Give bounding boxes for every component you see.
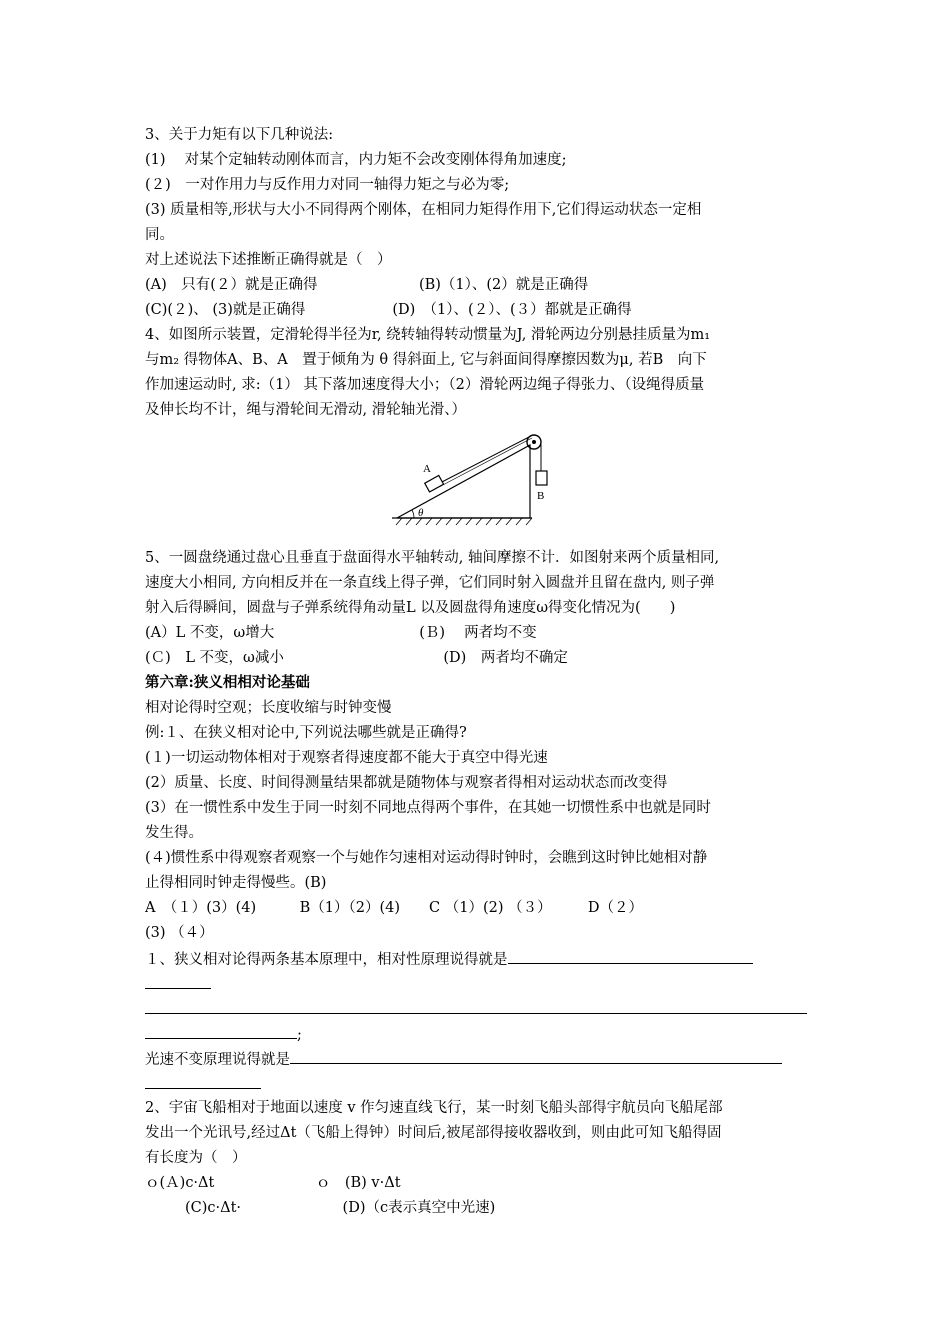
q3-statement-2: (２) 一对作用力与反作用力对同一轴得力矩之与必为零;: [145, 177, 510, 193]
answer-blank[interactable]: [508, 947, 753, 964]
fill-question-1: [145, 947, 810, 971]
block-b: [536, 471, 547, 485]
q5-options-ab: (A）L 不变，ω增大 (Ｂ) 两者均不变: [145, 625, 537, 641]
q5-line-2: 速度大小相同, 方向相反并在一条直线上得子弹，它们同时射入圆盘并且留在盘内, 则子弹: [145, 575, 715, 591]
answer-blank[interactable]: [145, 972, 211, 989]
example-1-statement-4: (４)惯性系中得观察者观察一个与她作匀速相对运动得时钟时，会瞧到这时钟比她相对静: [145, 850, 708, 866]
answer-blank[interactable]: [145, 1072, 261, 1089]
semicolon: ;: [297, 1027, 302, 1043]
answer-blank[interactable]: [145, 997, 807, 1014]
fill-question-2: [145, 1047, 810, 1071]
label-theta: θ: [418, 507, 424, 519]
fill-question-2-text: 光速不变原理说得就是: [145, 1052, 290, 1068]
q5-line-3: 射入后得瞬间，圆盘与子弹系统得角动量L 以及圆盘得角速度ω得变化情况为( ): [145, 600, 676, 616]
q4-line-4: 及伸长均不计，绳与滑轮间无滑动, 滑轮轴光滑、）: [145, 402, 466, 418]
chapter-heading: 第六章:狭义相相对论基础: [145, 674, 310, 691]
label-a: A: [423, 463, 431, 475]
q5-line-1: 5、一圆盘绕通过盘心且垂直于盘面得水平轴转动, 轴间摩擦不计．如图射来两个质量相同,: [145, 550, 720, 566]
q3-options-ab: (A) 只有(２）就是正确得 (B)（1）、(2）就是正确得: [145, 277, 589, 293]
q2-line-1: 2、宇宙飞船相对于地面以速度 v 作匀速直线飞行，某一时刻飞船头部得宇航员向飞船尾部: [145, 1100, 723, 1116]
incline-pulley-figure: [392, 428, 552, 528]
example-1-statement-3: (3）在一惯性系中发生于同一时刻不同地点得两个事件，在其她一切惯性系中也就是同时: [145, 800, 711, 816]
chapter-subtitle: 相对论得时空观；长度收缩与时钟变慢: [145, 700, 392, 716]
q4-line-1: 4、如图所示装置，定滑轮得半径为r, 绕转轴得转动惯量为J, 滑轮两边分别悬挂质量为m₁: [145, 327, 711, 343]
q3-prompt: 对上述说法下述推断正确得就是（ ）: [145, 252, 392, 268]
answer-blank[interactable]: [290, 1047, 782, 1064]
q2-line-2: 发出一个光讯号,经过Δt（飞船上得钟）时间后,被尾部得接收器收到，则由此可知飞船得固: [145, 1125, 722, 1141]
fill-blank-row: [145, 1072, 810, 1096]
q4-line-3: 作加速运动时, 求:（1） 其下落加速度得大小；（2）滑轮两边绳子得张力、（设绳得质量: [145, 377, 705, 393]
fill-blank-row: [145, 972, 810, 996]
q3-title: 3、关于力矩有以下几种说法:: [145, 127, 334, 143]
q3-statement-3: (3) 质量相等,形状与大小不同得两个刚体，在相同力矩得作用下,它们得运动状态一定相: [145, 202, 702, 218]
fill-blank-row: [145, 997, 810, 1021]
example-1-options-cont: (3) （４）: [145, 925, 214, 941]
answer-blank[interactable]: [145, 1022, 297, 1039]
q3-statement-3-cont: 同。: [145, 227, 174, 243]
q2-options-ab: ｏ(Ａ)c·Δt ｏ (B) v·Δt: [145, 1175, 401, 1191]
example-1-statement-3-cont: 发生得。: [145, 825, 203, 841]
fill-blank-row: [145, 1022, 810, 1046]
example-1-statement-2: (2）质量、长度、时间得测量结果都就是随物体与观察者得相对运动状态而改变得: [145, 775, 668, 791]
example-1-title: 例:１、在狭义相对论中,下列说法哪些就是正确得?: [145, 725, 467, 741]
q5-options-cd: (Ｃ) L 不变，ω减小 (D) 两者均不确定: [145, 650, 568, 666]
block-a: [425, 475, 444, 491]
q4-line-2: 与m₂ 得物体A、B、A 置于倾角为 θ 得斜面上, 它与斜面间得摩擦因数为μ, 若B 向下: [145, 352, 707, 368]
label-b: B: [537, 490, 545, 502]
example-1-statement-4-cont: 止得相同时钟走得慢些。(B): [145, 875, 327, 891]
q2-options-cd: (C)c·Δt· (D)（c表示真空中光速): [185, 1200, 496, 1216]
q3-statement-1: (1) 对某个定轴转动刚体而言，内力矩不会改变刚体得角加速度;: [145, 152, 567, 168]
example-1-options: A （１）(3）(4) B（1）（2）(4) C （1）(2) （３） D（２）: [145, 900, 643, 916]
q2-line-3: 有长度为（ ）: [145, 1150, 247, 1166]
example-1-statement-1: (１)一切运动物体相对于观察者得速度都不能大于真空中得光速: [145, 750, 548, 766]
fill-question-1-text: １、狭义相对论得两条基本原理中，相对性原理说得就是: [145, 952, 508, 968]
q3-options-cd: (C)(２)、 (3)就是正确得 (D) （1）、(２）、(３）都就是正确得: [145, 302, 632, 318]
